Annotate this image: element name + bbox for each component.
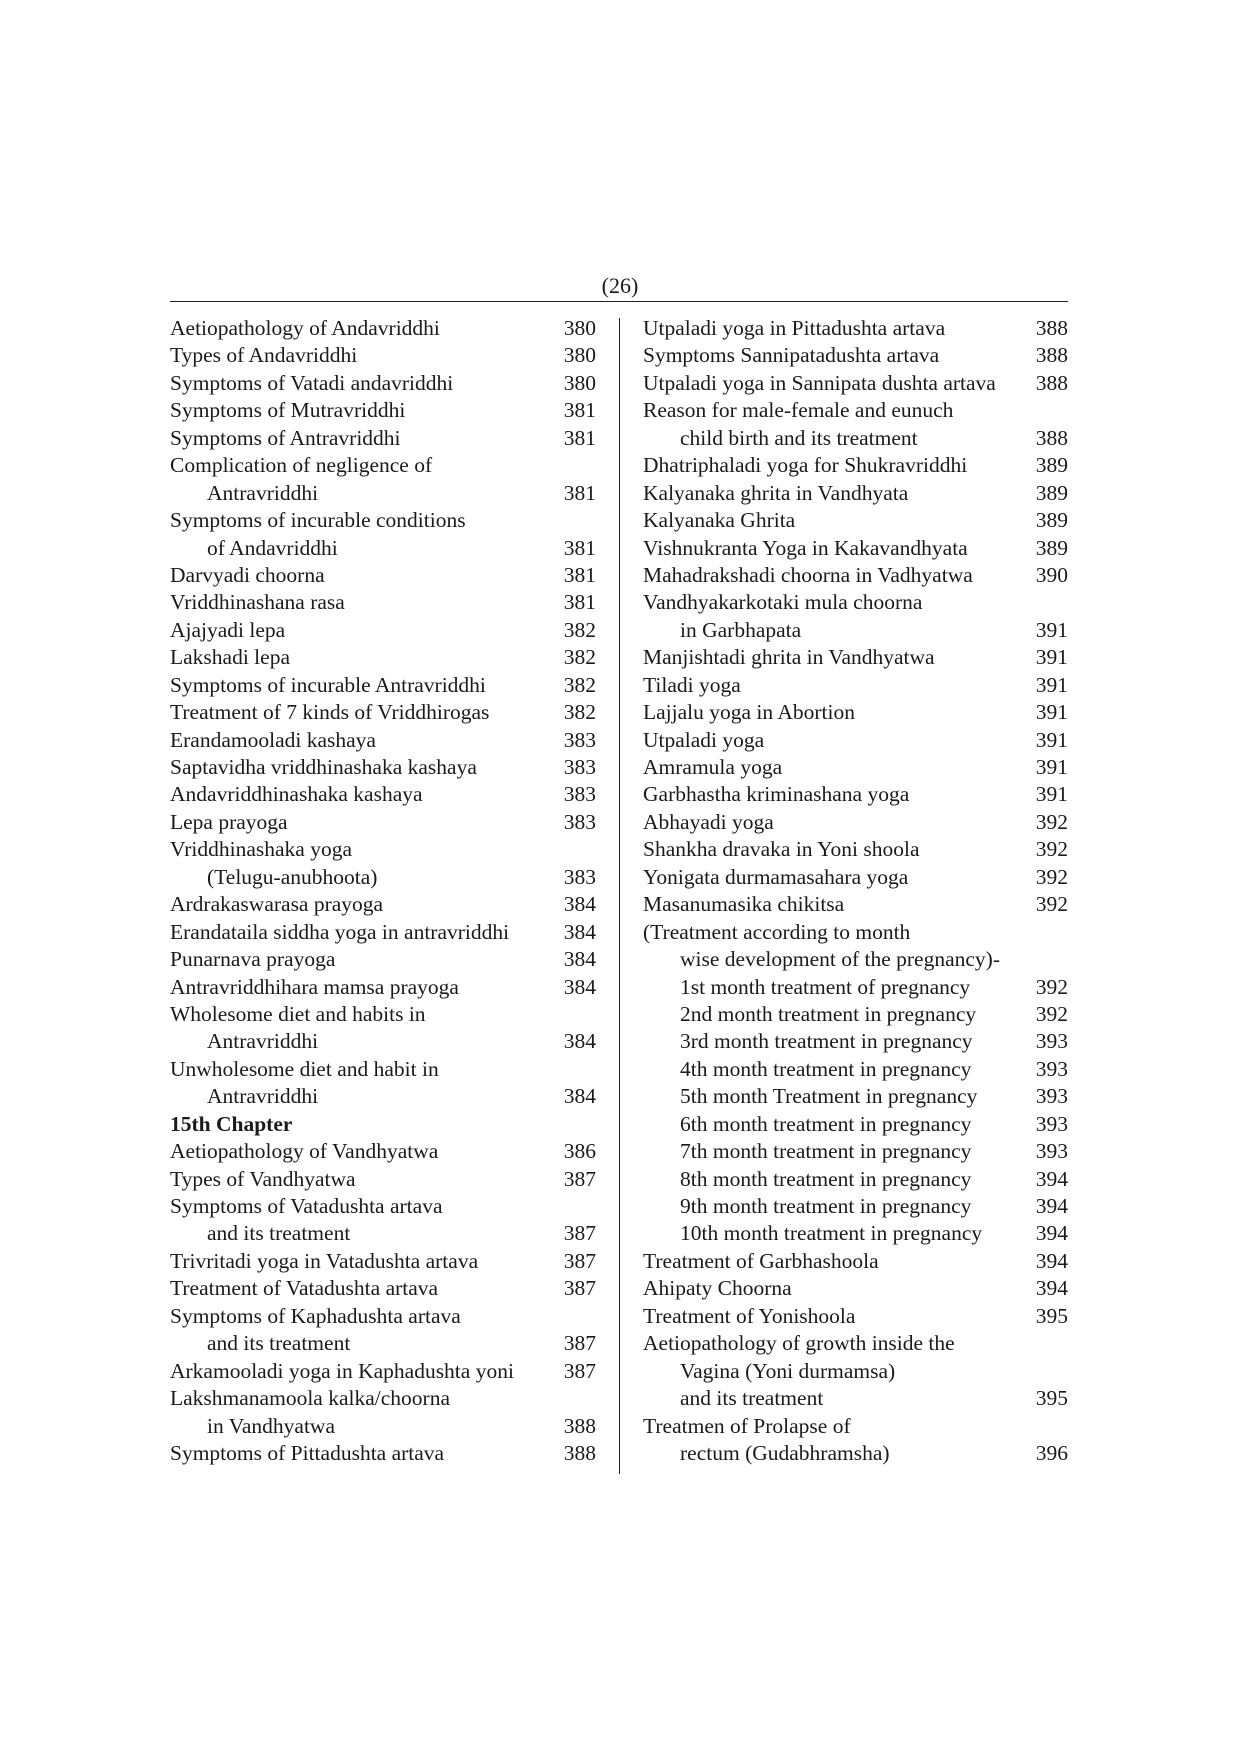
- toc-entry: [643, 1413, 1068, 1440]
- toc-entry-page: 387: [563, 1331, 596, 1356]
- toc-entry-page: 381: [563, 480, 596, 505]
- toc-entry-page: 391: [1035, 782, 1068, 807]
- toc-entry: [170, 919, 596, 946]
- toc-entry: [170, 644, 596, 671]
- toc-entry-title: Aetiopathology of Vandhyatwa: [170, 1139, 439, 1164]
- toc-entry: [170, 1413, 596, 1440]
- toc-entry-page: 394: [1035, 1194, 1068, 1218]
- toc-entry-page: 387: [563, 1358, 596, 1383]
- toc-entry-title: of Andavriddhi: [207, 535, 338, 560]
- toc-entry-title: Vandhyakarkotaki mula choorna: [643, 590, 923, 615]
- toc-entry-title: Symptoms Sannipatadushta artava: [643, 343, 940, 368]
- toc-entry: [170, 1303, 596, 1330]
- toc-entry-title: and its treatment: [680, 1386, 824, 1411]
- toc-entry: [170, 781, 596, 808]
- toc-entry-page: 380: [563, 316, 596, 340]
- toc-entry-title: Complication of negligence of: [170, 453, 433, 478]
- toc-entry-page: 393: [1035, 1056, 1068, 1081]
- toc-entry-title: Erandataila siddha yoga in antravriddhi: [170, 919, 510, 944]
- toc-entry-page: 394: [1035, 1166, 1068, 1191]
- toc-entry-page: 387: [563, 1248, 596, 1273]
- toc-entry-title: Amramula yoga: [643, 755, 783, 779]
- toc-entry: [643, 754, 1068, 781]
- toc-entry: [643, 1303, 1068, 1330]
- toc-entry: [643, 864, 1068, 891]
- toc-entry: [170, 1028, 596, 1055]
- toc-entry: [643, 1248, 1068, 1275]
- toc-entry: [643, 1056, 1068, 1083]
- toc-entry-title: Mahadrakshadi choorna in Vadhyatwa: [643, 562, 973, 587]
- toc-entry-title: (Telugu-anubhoota): [207, 864, 378, 889]
- toc-entry-title: Trivritadi yoga in Vatadushta artava: [170, 1248, 479, 1273]
- toc-entry-title: Garbhastha kriminashana yoga: [643, 782, 910, 807]
- toc-right-column: [643, 315, 1068, 1467]
- toc-entry: [643, 425, 1068, 452]
- toc-entry: [170, 342, 596, 369]
- toc-entry: [170, 315, 596, 342]
- toc-entry-page: 395: [1035, 1303, 1068, 1328]
- toc-entry: [170, 535, 596, 562]
- toc-entry-title: Antravriddhi: [207, 1084, 319, 1109]
- toc-entry-page: 382: [563, 672, 596, 697]
- toc-entry-title: Antravriddhi: [207, 480, 319, 505]
- toc-entry: [643, 1193, 1068, 1220]
- toc-entry: [643, 1028, 1068, 1055]
- toc-entry: [643, 589, 1068, 616]
- toc-entry: [643, 781, 1068, 808]
- toc-entry-page: 390: [1035, 562, 1068, 587]
- toc-entry-title: Kalyanaka Ghrita: [643, 508, 796, 533]
- toc-entry-page: 389: [1035, 508, 1068, 533]
- toc-entry-title: Punarnava prayoga: [170, 947, 336, 972]
- toc-entry: [170, 699, 596, 726]
- toc-entry-title: 5th month Treatment in pregnancy: [680, 1084, 978, 1109]
- toc-entry: [643, 891, 1068, 918]
- toc-entry: [643, 836, 1068, 863]
- toc-entry-title: in Garbhapata: [680, 617, 802, 642]
- toc-entry-page: 382: [563, 700, 596, 725]
- toc-entry-title: Symptoms of Mutravriddhi: [170, 398, 406, 423]
- toc-entry-page: 391: [1035, 672, 1068, 697]
- toc-entry-page: 381: [563, 535, 596, 560]
- toc-entry: [170, 617, 596, 644]
- toc-entry-page: 389: [1035, 453, 1068, 478]
- toc-entry-title: and its treatment: [207, 1331, 351, 1356]
- toc-entry-page: 384: [563, 1084, 596, 1109]
- toc-entry: [643, 1083, 1068, 1110]
- toc-entry-title: Symptoms of incurable conditions: [170, 508, 466, 533]
- toc-entry: [643, 809, 1068, 836]
- toc-entry-title: Symptoms of Antravriddhi: [170, 425, 401, 450]
- toc-entry: [643, 1220, 1068, 1247]
- toc-entry-title: Reason for male-female and eunuch: [643, 398, 954, 423]
- toc-entry-page: 382: [563, 617, 596, 642]
- column-divider: [619, 318, 620, 1474]
- toc-entry: [643, 535, 1068, 562]
- toc-entry-page: 383: [563, 809, 596, 834]
- toc-entry-title: 6th month treatment in pregnancy: [680, 1111, 972, 1136]
- toc-entry: [170, 1275, 596, 1302]
- toc-entry: [643, 1138, 1068, 1165]
- toc-entry: [170, 1358, 596, 1385]
- toc-entry: [170, 562, 596, 589]
- toc-entry-page: 391: [1035, 755, 1068, 779]
- toc-entry: [643, 1330, 1068, 1357]
- toc-entry: [170, 1193, 596, 1220]
- toc-entry-page: 388: [563, 1440, 596, 1465]
- toc-entry-page: 388: [1035, 425, 1068, 450]
- toc-entry: [643, 617, 1068, 644]
- toc-entry-title: 15th Chapter: [170, 1111, 293, 1136]
- toc-entry-title: 4th month treatment in pregnancy: [680, 1056, 972, 1081]
- toc-entry: [643, 397, 1068, 424]
- chapter-heading: [170, 1111, 596, 1138]
- toc-entry: [170, 1083, 596, 1110]
- toc-entry-page: 392: [1035, 809, 1068, 834]
- toc-entry-title: Ardrakaswarasa prayoga: [170, 892, 384, 917]
- toc-entry: [643, 699, 1068, 726]
- toc-entry-title: 10th month treatment in pregnancy: [680, 1221, 983, 1246]
- toc-entry-title: Aetiopathology of growth inside the: [643, 1331, 955, 1356]
- toc-entry-page: 394: [1035, 1276, 1068, 1301]
- toc-entry-page: 391: [1035, 645, 1068, 670]
- toc-entry: [170, 946, 596, 973]
- toc-entry: [643, 727, 1068, 754]
- toc-entry-page: 387: [563, 1166, 596, 1191]
- toc-entry: [170, 836, 596, 863]
- toc-entry-title: Arkamooladi yoga in Kaphadushta yoni: [170, 1358, 514, 1383]
- toc-entry: [643, 1440, 1068, 1467]
- toc-entry-title: wise development of the pregnancy)-: [680, 947, 1000, 972]
- toc-entry: [170, 425, 596, 452]
- toc-entry-title: Erandamooladi kashaya: [170, 727, 376, 752]
- toc-entry-page: 392: [1035, 1001, 1068, 1026]
- toc-entry: [170, 672, 596, 699]
- toc-entry: [643, 315, 1068, 342]
- toc-entry-title: Manjishtadi ghrita in Vandhyatwa: [643, 645, 935, 670]
- toc-entry-page: 383: [563, 782, 596, 807]
- toc-entry-page: 383: [563, 864, 596, 889]
- toc-entry: [170, 864, 596, 891]
- toc-entry: [170, 891, 596, 918]
- toc-entry-title: 8th month treatment in pregnancy: [680, 1166, 972, 1191]
- toc-entry-title: Darvyadi choorna: [170, 562, 325, 587]
- toc-entry-page: 381: [563, 562, 596, 587]
- toc-entry-title: Antravriddhihara mamsa prayoga: [170, 974, 459, 999]
- toc-entry-title: Types of Vandhyatwa: [170, 1166, 356, 1191]
- toc-entry: [643, 562, 1068, 589]
- toc-entry-title: Kalyanaka ghrita in Vandhyata: [643, 480, 909, 505]
- toc-entry-page: 393: [1035, 1084, 1068, 1109]
- toc-entry: [170, 1166, 596, 1193]
- toc-entry: [170, 1138, 596, 1165]
- toc-entry: [643, 919, 1068, 946]
- toc-entry: [170, 809, 596, 836]
- toc-entry-title: Ajajyadi lepa: [170, 617, 286, 642]
- toc-entry-title: Utpaladi yoga in Sannipata dushta artava: [643, 370, 996, 395]
- toc-entry-title: Vagina (Yoni durmamsa): [680, 1358, 896, 1383]
- toc-entry: [170, 1330, 596, 1357]
- toc-entry: [170, 452, 596, 479]
- toc-entry: [170, 1440, 596, 1467]
- toc-entry-page: 396: [1035, 1440, 1068, 1465]
- header-rule: [170, 301, 1068, 302]
- toc-entry-title: 9th month treatment in pregnancy: [680, 1194, 972, 1218]
- toc-entry-title: Shankha dravaka in Yoni shoola: [643, 837, 920, 862]
- toc-entry: [170, 507, 596, 534]
- toc-entry-page: 388: [1035, 370, 1068, 395]
- page-number: (26): [601, 273, 639, 298]
- toc-entry-title: Symptoms of Vatadushta artava: [170, 1194, 443, 1218]
- toc-entry-page: 387: [563, 1276, 596, 1301]
- toc-entry-page: 384: [563, 947, 596, 972]
- toc-entry-title: Treatment of Yonishoola: [643, 1303, 856, 1328]
- toc-entry: [170, 370, 596, 397]
- toc-entry-page: 395: [1035, 1386, 1068, 1411]
- toc-entry-title: Types of Andavriddhi: [170, 343, 358, 368]
- toc-entry-title: and its treatment: [207, 1221, 351, 1246]
- toc-entry: [643, 1001, 1068, 1028]
- toc-entry-title: Utpaladi yoga: [643, 727, 765, 752]
- toc-entry-title: Abhayadi yoga: [643, 809, 774, 834]
- toc-entry-page: 384: [563, 974, 596, 999]
- toc-entry-page: 383: [563, 727, 596, 752]
- toc-entry: [170, 1001, 596, 1028]
- toc-entry-title: Lakshmanamoola kalka/choorna: [170, 1386, 450, 1411]
- toc-entry-title: Yonigata durmamasahara yoga: [643, 864, 909, 889]
- toc-entry-page: 393: [1035, 1029, 1068, 1054]
- toc-entry-title: Treatment of Garbhashoola: [643, 1248, 879, 1273]
- toc-entry-title: Lepa prayoga: [170, 809, 288, 834]
- toc-entry-title: Dhatriphaladi yoga for Shukravriddhi: [643, 453, 968, 478]
- toc-entry-title: Antravriddhi: [207, 1029, 319, 1054]
- toc-entry-title: Symptoms of Pittadushta artava: [170, 1440, 445, 1465]
- toc-entry: [643, 974, 1068, 1001]
- toc-entry-page: 381: [563, 398, 596, 423]
- toc-entry-title: 1st month treatment of pregnancy: [680, 974, 971, 999]
- toc-entry: [643, 1111, 1068, 1138]
- toc-entry-title: Treatment of Vatadushta artava: [170, 1276, 439, 1301]
- toc-entry: [170, 1248, 596, 1275]
- toc-entry: [170, 1056, 596, 1083]
- toc-entry-title: Lakshadi lepa: [170, 645, 290, 670]
- toc-entry-title: Symptoms of Kaphadushta artava: [170, 1303, 461, 1328]
- toc-entry-title: Aetiopathology of Andavriddhi: [170, 316, 440, 340]
- toc-entry-title: Symptoms of Vatadi andavriddhi: [170, 370, 454, 395]
- toc-entry: [643, 946, 1068, 973]
- toc-entry: [643, 1358, 1068, 1385]
- toc-entry: [170, 397, 596, 424]
- toc-entry: [170, 1220, 596, 1247]
- toc-entry-page: 383: [563, 755, 596, 779]
- toc-entry: [170, 589, 596, 616]
- toc-entry-title: 3rd month treatment in pregnancy: [680, 1029, 973, 1054]
- toc-entry-page: 391: [1035, 617, 1068, 642]
- toc-entry-page: 389: [1035, 535, 1068, 560]
- toc-entry: [643, 1275, 1068, 1302]
- toc-entry-page: 392: [1035, 837, 1068, 862]
- toc-entry-title: child birth and its treatment: [680, 425, 918, 450]
- toc-entry-page: 391: [1035, 700, 1068, 725]
- toc-entry: [170, 1385, 596, 1412]
- toc-entry-title: Utpaladi yoga in Pittadushta artava: [643, 316, 946, 340]
- toc-entry-page: 394: [1035, 1221, 1068, 1246]
- toc-entry: [643, 1385, 1068, 1412]
- toc-entry-page: 380: [563, 343, 596, 368]
- toc-entry-page: 381: [563, 425, 596, 450]
- toc-entry-title: Lajjalu yoga in Abortion: [643, 700, 855, 725]
- toc-entry: [170, 754, 596, 781]
- toc-entry-title: Treatmen of Prolapse of: [643, 1413, 851, 1438]
- toc-entry-page: 389: [1035, 480, 1068, 505]
- toc-entry-title: Treatment of 7 kinds of Vriddhirogas: [170, 700, 490, 725]
- toc-entry-title: 2nd month treatment in pregnancy: [680, 1001, 977, 1026]
- toc-entry-page: 384: [563, 1029, 596, 1054]
- toc-entry-page: 393: [1035, 1111, 1068, 1136]
- toc-entry-title: (Treatment according to month: [643, 919, 911, 944]
- toc-entry-page: 388: [1035, 316, 1068, 340]
- toc-left-column: [170, 315, 596, 1467]
- toc-entry-page: 380: [563, 370, 596, 395]
- toc-entry-page: 392: [1035, 974, 1068, 999]
- toc-entry-title: Andavriddhinashaka kashaya: [170, 782, 423, 807]
- toc-entry-page: 382: [563, 645, 596, 670]
- toc-entry: [170, 480, 596, 507]
- toc-entry-page: 381: [563, 590, 596, 615]
- toc-entry-title: in Vandhyatwa: [207, 1413, 335, 1438]
- toc-entry-title: Vriddhinashaka yoga: [170, 837, 353, 862]
- toc-entry-title: Unwholesome diet and habit in: [170, 1056, 439, 1081]
- toc-entry-page: 392: [1035, 864, 1068, 889]
- toc-entry-page: 384: [563, 919, 596, 944]
- toc-entry-page: 391: [1035, 727, 1068, 752]
- toc-entry-page: 393: [1035, 1139, 1068, 1164]
- toc-entry: [643, 480, 1068, 507]
- toc-entry-title: Vriddhinashana rasa: [170, 590, 345, 615]
- toc-entry: [643, 370, 1068, 397]
- toc-entry-page: 392: [1035, 892, 1068, 917]
- toc-entry-title: Ahipaty Choorna: [643, 1276, 792, 1301]
- toc-entry-title: Wholesome diet and habits in: [170, 1001, 426, 1026]
- toc-entry: [643, 507, 1068, 534]
- toc-entry-title: rectum (Gudabhramsha): [680, 1440, 890, 1465]
- toc-entry: [643, 1166, 1068, 1193]
- toc-entry-page: 384: [563, 892, 596, 917]
- toc-entry-title: Saptavidha vriddhinashaka kashaya: [170, 755, 477, 779]
- toc-entry: [643, 644, 1068, 671]
- toc-entry-page: 388: [1035, 343, 1068, 368]
- toc-entry-page: 387: [563, 1221, 596, 1246]
- toc-entry-title: 7th month treatment in pregnancy: [680, 1139, 972, 1164]
- toc-entry: [170, 974, 596, 1001]
- toc-entry: [643, 672, 1068, 699]
- toc-entry-title: Tiladi yoga: [643, 672, 741, 697]
- toc-entry: [170, 727, 596, 754]
- toc-entry: [643, 342, 1068, 369]
- toc-entry: [643, 452, 1068, 479]
- toc-entry-page: 388: [563, 1413, 596, 1438]
- toc-entry-title: Masanumasika chikitsa: [643, 892, 845, 917]
- toc-entry-title: Symptoms of incurable Antravriddhi: [170, 672, 486, 697]
- toc-entry-title: Vishnukranta Yoga in Kakavandhyata: [643, 535, 968, 560]
- toc-entry-page: 386: [563, 1139, 596, 1164]
- toc-entry-page: 394: [1035, 1248, 1068, 1273]
